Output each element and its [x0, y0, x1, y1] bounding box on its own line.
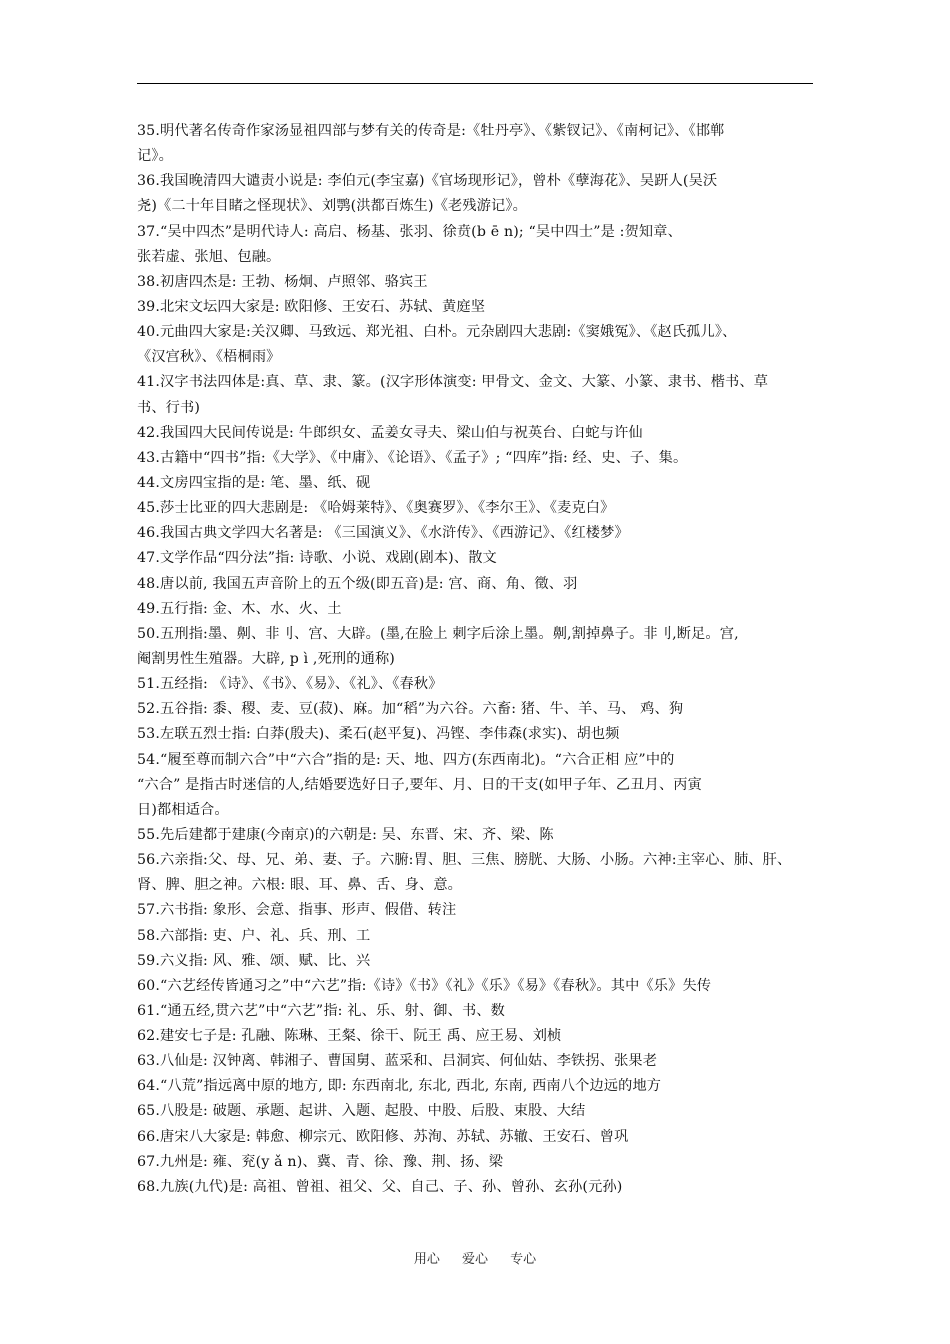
- text-line: 46.我国古典文学四大名著是: 《三国演义》、《水浒传》、《西游记》、《红楼梦》: [137, 525, 629, 542]
- text-line: 书、行书): [137, 399, 201, 416]
- text-line: 49.五行指: 金、木、水、火、土: [137, 600, 342, 617]
- text-line: 35.明代著名传奇作家汤显祖四部与梦有关的传奇是:《牡丹亭》、《紫钗记》、《南柯记》、《邯郸: [137, 123, 725, 139]
- text-line: 张若虚、张旭、包融。: [137, 248, 281, 265]
- text-line: 38.初唐四杰是: 王勃、杨炯、卢照邻、骆宾王: [137, 273, 428, 290]
- text-line: 45.莎士比亚的四大悲剧是: 《哈姆莱特》、《奥赛罗》、《李尔王》、《麦克白》: [137, 500, 615, 517]
- text-line: 42.我国四大民间传说是: 牛郎织女、孟姜女寻夫、梁山伯与祝英台、白蛇与许仙: [137, 424, 643, 441]
- text-line: “六合” 是指古时迷信的人,结婚要选好日子,要年、月、日的干支(如甲子年、乙丑月、丙寅: [137, 776, 702, 793]
- text-line: 尧)《二十年目睹之怪现状》、刘鹗(洪都百炼生)《老残游记》。: [137, 198, 527, 215]
- text-line: 44.文房四宝指的是: 笔、墨、纸、砚: [137, 474, 371, 491]
- text-line: 67.九州是: 雍、兖(y ǎ n)、冀、青、徐、豫、荆、扬、梁: [137, 1153, 504, 1170]
- document-body: [137, 119, 815, 1200]
- text-line: 43.古籍中“四书”指:《大学》、《中庸》、《论语》、《孟子》; “四库”指: 经、史、子、集。: [137, 449, 688, 466]
- text-line: 47.文学作品“四分法”指: 诗歌、小说、戏剧(剧本)、散文: [137, 550, 497, 567]
- text-line: 62.建安七子是: 孔融、陈琳、王粲、徐干、阮王 禹、应王易、刘桢: [137, 1028, 562, 1045]
- page-footer: 用心 爱心 专心: [413, 1252, 537, 1267]
- text-line: 日)都相适合。: [137, 801, 229, 818]
- text-line: 52.五谷指: 黍、稷、麦、豆(菽)、麻。加“稻”为六谷。六畜: 猪、牛、羊、马、 鸡、狗: [137, 701, 684, 718]
- text-line: 41.汉字书法四体是:真、草、隶、篆。(汉字形体演变: 甲骨文、金文、大篆、小篆、隶书、楷书、草: [137, 374, 769, 391]
- text-line: 66.唐宋八大家是: 韩愈、柳宗元、欧阳修、苏洵、苏轼、苏辙、王安石、曾巩: [137, 1128, 629, 1145]
- text-line: 阉割男性生殖器。大辟, p ì ,死刑的通称): [137, 650, 395, 667]
- text-line: 63.八仙是: 汉钟离、韩湘子、曹国舅、蓝采和、吕洞宾、何仙姑、李铁拐、张果老: [137, 1053, 658, 1070]
- text-line: 40.元曲四大家是:关汉卿、马致远、郑光祖、白朴。元杂剧四大悲剧:《窦娥冤》、《赵氏孤儿》、: [137, 324, 737, 341]
- text-line: 50.五刑指:墨、劓、非刂、宫、大辟。(墨,在脸上 刺字后涂上墨。劓,割掉鼻子。非刂,断足。宫,: [137, 625, 739, 642]
- text-line: 58.六部指: 吏、户、礼、兵、刑、工: [137, 927, 371, 944]
- text-line: 37.“吴中四杰”是明代诗人: 高启、杨基、张羽、徐贲(b ē n); “吴中四士”是 :贺知章、: [137, 223, 682, 240]
- text-line: 68.九族(九代)是: 高祖、曾祖、祖父、父、自己、子、孙、曾孙、玄孙(元孙): [137, 1178, 623, 1195]
- text-line: 57.六书指: 象形、会意、指事、形声、假借、转注: [137, 902, 457, 919]
- text-line: 60.“六艺经传皆通习之”中“六艺”指:《诗》《书》《礼》《乐》《易》《春秋》。其中《乐》失传: [137, 977, 712, 994]
- text-line: 48.唐以前, 我国五声音阶上的五个级(即五音)是: 宫、商、角、徵、羽: [137, 575, 578, 592]
- text-line: 65.八股是: 破题、承题、起讲、入题、起股、中股、后股、束股、大结: [137, 1103, 586, 1120]
- text-line: 36.我国晚清四大谴责小说是: 李伯元(李宝嘉)《官场现形记》，曾朴《孽海花》、吴趼人(吴沃: [137, 173, 718, 190]
- text-line: 56.六亲指:父、母、兄、弟、妻、子。六腑:胃、胆、三焦、膀胱、大肠、小肠。六神:主宰心、肺、肝、: [137, 852, 792, 869]
- text-line: 《汉宫秋》、《梧桐雨》: [137, 349, 281, 366]
- text-line: 51.五经指: 《诗》、《书》、《易》、《礼》、《春秋》: [137, 676, 443, 693]
- text-line: 55.先后建都于建康(今南京)的六朝是: 吴、东晋、宋、齐、梁、陈: [137, 826, 554, 843]
- text-line: 39.北宋文坛四大家是: 欧阳修、王安石、苏轼、黄庭坚: [137, 298, 486, 315]
- text-line: 54.“履至尊而制六合”中“六合”指的是: 天、地、四方(东西南北)。“六合正相 应”中的: [137, 751, 675, 768]
- text-line: 64.“八荒”指远离中原的地方, 即: 东西南北, 东北, 西北, 东南, 西南八个边远的地方: [137, 1078, 662, 1095]
- text-line: 59.六义指: 风、雅、颂、赋、比、兴: [137, 952, 371, 969]
- text-line: 61.“通五经,贯六艺”中“六艺”指: 礼、乐、射、御、书、数: [137, 1002, 505, 1019]
- header-rule: [137, 83, 813, 84]
- text-line: 肾、脾、胆之神。六根: 眼、耳、鼻、舌、身、意。: [137, 877, 463, 894]
- text-line: 53.左联五烈士指: 白莽(殷夫)、柔石(赵平复)、冯铿、李伟森(求实)、胡也频: [137, 726, 620, 743]
- text-line: 记》。: [137, 148, 173, 165]
